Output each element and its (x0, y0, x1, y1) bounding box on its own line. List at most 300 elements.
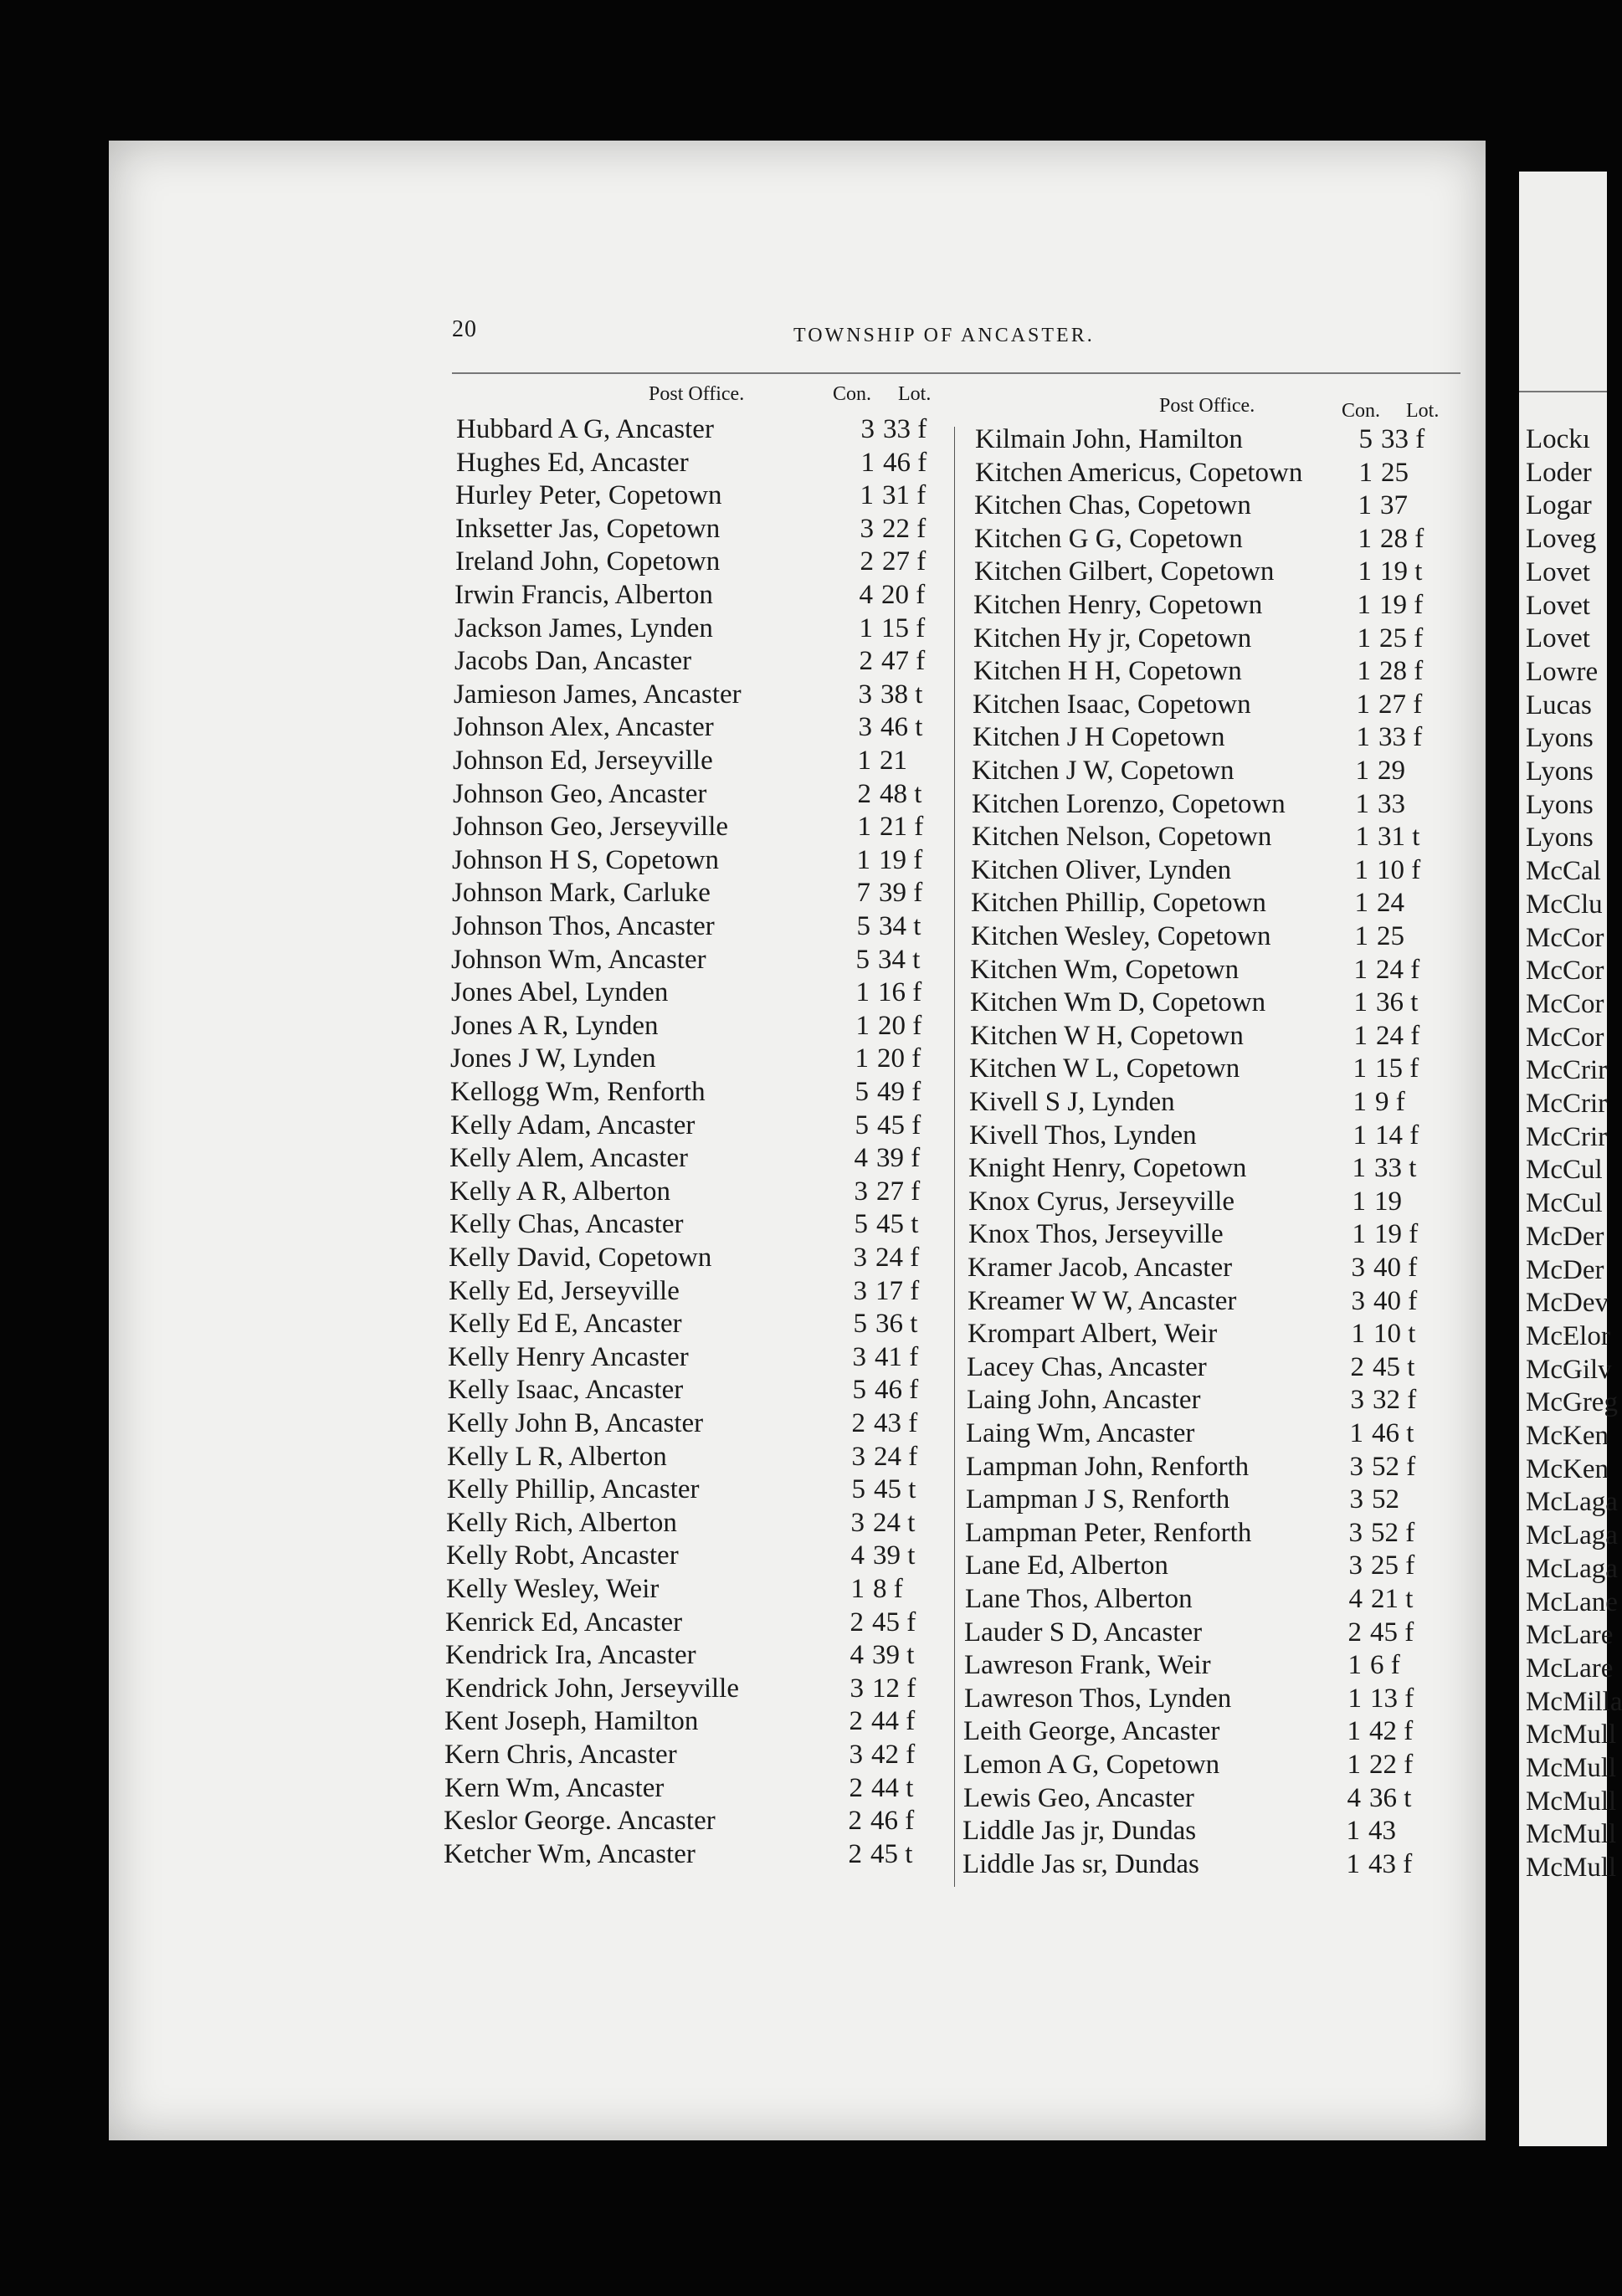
entry-lot: 46 f (875, 1375, 919, 1406)
adjacent-fragment: McMilla (1526, 1686, 1622, 1717)
entry-lot: 19 t (1380, 556, 1423, 587)
entry-lot: 45 t (876, 1209, 919, 1240)
entry-con: 1 (1357, 623, 1371, 653)
entry-con: 1 (855, 977, 870, 1008)
adjacent-fragment: McCul (1526, 1188, 1603, 1219)
entry-name: Kelly Ed, Jerseyville (449, 1275, 680, 1306)
entry-name: Krompart Albert, Weir (968, 1319, 1218, 1350)
entry-lot: 24 f (1376, 1020, 1420, 1051)
adjacent-fragment: McCul (1526, 1155, 1603, 1186)
entry-con: 2 (849, 1772, 863, 1803)
entry-con: 1 (857, 746, 871, 776)
adjacent-fragment: McElor (1526, 1320, 1610, 1351)
entry-con: 1 (860, 447, 875, 478)
entry-con: 5 (855, 1110, 869, 1140)
entry-name: Lampman Peter, Renforth (965, 1517, 1252, 1548)
entry-name: Lawreson Thos, Lynden (964, 1683, 1232, 1714)
entry-con: 4 (1348, 1584, 1363, 1614)
entry-name: Kern Wm, Ancaster (444, 1772, 665, 1803)
entry-con: 4 (850, 1540, 865, 1571)
entry-name: Inksetter Jas, Copetown (455, 513, 721, 544)
adjacent-fragment: McGilv (1526, 1354, 1612, 1385)
entry-con: 2 (848, 1806, 862, 1837)
entry-lot: 28 f (1380, 523, 1424, 554)
entry-con: 2 (848, 1838, 862, 1869)
adjacent-fragment: McLare (1526, 1653, 1614, 1684)
entry-lot: 46 f (870, 1806, 915, 1837)
entry-lot: 25 (1377, 921, 1404, 951)
entry-name: Knox Cyrus, Jerseyville (968, 1186, 1235, 1217)
entry-name: Kitchen Americus, Copetown (975, 457, 1303, 488)
entry-name: Lacey Chas, Ancaster (967, 1351, 1207, 1382)
entry-con: 1 (1358, 556, 1372, 587)
entry-name: Kendrick John, Jerseyville (445, 1673, 739, 1704)
entry-con: 1 (860, 480, 874, 511)
entry-lot: 12 f (872, 1673, 916, 1704)
entry-lot: 20 f (881, 580, 926, 610)
entry-name: Johnson Thos, Ancaster (452, 911, 715, 941)
entry-name: Irwin Francis, Alberton (454, 580, 713, 610)
entry-con: 4 (849, 1640, 864, 1671)
entry-con: 3 (849, 1740, 863, 1770)
entry-con: 1 (1355, 788, 1369, 819)
entry-lot: 19 f (1374, 1219, 1419, 1250)
entry-name: Johnson Geo, Jerseyville (453, 812, 729, 843)
entry-name: Kent Joseph, Hamilton (444, 1706, 699, 1737)
entry-con: 3 (860, 513, 874, 544)
entry-lot: 13 f (1370, 1683, 1414, 1714)
entry-name: Kreamer W W, Ancaster (968, 1285, 1237, 1316)
entry-con: 2 (851, 1408, 865, 1438)
entry-name: Kitchen Wesley, Copetown (971, 921, 1271, 951)
adjacent-fragment: Lovet (1526, 556, 1590, 587)
adjacent-fragment: Lyons (1526, 823, 1594, 853)
entry-lot: 43 f (874, 1408, 918, 1438)
entry-name: Kitchen J H Copetown (973, 722, 1225, 753)
entry-con: 1 (1346, 1816, 1360, 1847)
entry-name: Kitchen Isaac, Copetown (973, 689, 1251, 720)
adjacent-fragment: McMull (1526, 1819, 1617, 1850)
entry-name: Kivell Thos, Lynden (969, 1120, 1197, 1151)
entry-con: 2 (859, 646, 873, 677)
entry-name: Kelly A R, Alberton (449, 1176, 670, 1207)
entry-con: 3 (1349, 1484, 1363, 1515)
entry-name: Jackson James, Lynden (454, 612, 713, 643)
entry-con: 4 (1347, 1782, 1361, 1813)
entry-con: 2 (1347, 1617, 1362, 1648)
entry-con: 1 (1356, 689, 1370, 720)
entry-name: Johnson Mark, Carluke (452, 878, 711, 909)
entry-con: 3 (853, 1243, 867, 1273)
entry-name: Kern Chris, Ancaster (444, 1740, 677, 1770)
entry-name: Kelly Adam, Ancaster (450, 1110, 696, 1140)
entry-lot: 24 f (1376, 954, 1420, 985)
adjacent-fragment: McCor (1526, 1022, 1604, 1053)
entry-con: 1 (857, 812, 871, 843)
entry-con: 3 (860, 414, 875, 444)
entry-con: 2 (1350, 1351, 1364, 1382)
entry-con: 3 (858, 679, 872, 710)
entry-name: Kitchen J W, Copetown (972, 756, 1234, 786)
entry-lot: 28 f (1379, 656, 1424, 687)
entry-con: 1 (1353, 1087, 1367, 1117)
entry-name: Liddle Jas jr, Dundas (962, 1816, 1197, 1847)
entry-lot: 40 f (1373, 1285, 1418, 1316)
entry-lot: 39 f (879, 878, 923, 909)
entry-con: 5 (854, 1209, 868, 1240)
entry-name: Laing John, Ancaster (967, 1385, 1201, 1416)
entry-lot: 37 (1380, 490, 1408, 521)
entry-lot: 52 f (1371, 1517, 1415, 1548)
entry-name: Kitchen Oliver, Lynden (971, 854, 1232, 885)
entry-lot: 33 f (883, 414, 927, 444)
entry-lot: 19 f (879, 844, 923, 875)
entry-con: 3 (1348, 1517, 1363, 1548)
entry-con: 3 (851, 1441, 865, 1472)
entry-lot: 39 f (876, 1143, 921, 1174)
adjacent-fragment: Lyons (1526, 723, 1594, 754)
entry-name: Kelly L R, Alberton (447, 1441, 667, 1472)
entry-lot: 39 t (872, 1640, 915, 1671)
adjacent-fragment: McCor (1526, 956, 1604, 987)
entry-name: Lawreson Frank, Weir (964, 1650, 1211, 1681)
entry-name: Kitchen Hy jr, Copetown (973, 623, 1252, 653)
entry-lot: 45 t (1373, 1351, 1415, 1382)
entry-lot: 15 f (881, 612, 926, 643)
entry-name: Jones J W, Lynden (450, 1043, 656, 1074)
entry-lot: 43 (1368, 1816, 1396, 1847)
entry-lot: 24 f (874, 1441, 918, 1472)
entry-con: 1 (1353, 954, 1368, 985)
entry-lot: 45 t (870, 1838, 913, 1869)
entry-name: Lauder S D, Ancaster (964, 1617, 1203, 1648)
entry-con: 1 (1353, 1020, 1368, 1051)
entry-lot: 14 f (1375, 1120, 1419, 1151)
book-page (109, 141, 1486, 2140)
adjacent-page (1519, 172, 1622, 2146)
adjacent-fragment: McMull (1526, 1753, 1617, 1783)
entry-lot: 47 f (881, 646, 926, 677)
entry-name: Lampman J S, Renforth (966, 1484, 1230, 1515)
entry-name: Kelly Wesley, Weir (446, 1574, 660, 1604)
entry-name: Jamieson James, Ancaster (454, 679, 742, 710)
entry-lot: 39 t (873, 1540, 916, 1571)
entry-lot: 22 f (1369, 1750, 1414, 1780)
entry-name: Kelly Phillip, Ancaster (447, 1474, 700, 1505)
adjacent-fragment: McGreg (1526, 1387, 1618, 1418)
adjacent-fragment: McCrir (1526, 1121, 1608, 1152)
entry-lot: 43 f (1368, 1848, 1413, 1879)
adjacent-fragment: McKen (1526, 1421, 1609, 1451)
entry-lot: 8 f (873, 1574, 903, 1604)
entry-con: 1 (850, 1574, 865, 1604)
entry-con: 7 (856, 878, 870, 909)
entry-lot: 21 f (880, 812, 924, 843)
entry-lot: 33 (1378, 788, 1405, 819)
entry-lot: 36 t (1369, 1782, 1412, 1813)
right-post-office-header: Post Office. (1159, 395, 1255, 417)
entry-lot: 36 t (1376, 987, 1419, 1018)
entry-con: 2 (849, 1706, 863, 1737)
entry-name: Hughes Ed, Ancaster (456, 447, 689, 478)
entry-con: 1 (1353, 1120, 1367, 1151)
entry-con: 1 (1355, 822, 1369, 853)
adjacent-fragment: McMull (1526, 1719, 1617, 1750)
adjacent-fragment: Logar (1526, 490, 1592, 521)
entry-name: Kitchen Phillip, Copetown (971, 888, 1266, 919)
entry-name: Kitchen W L, Copetown (969, 1053, 1240, 1084)
entry-lot: 36 t (875, 1309, 918, 1340)
entry-name: Kelly Chas, Ancaster (449, 1209, 684, 1240)
entry-name: Kilmain John, Hamilton (975, 424, 1243, 454)
entry-lot: 9 f (1375, 1087, 1405, 1117)
entry-lot: 46 t (880, 712, 923, 743)
entry-name: Hubbard A G, Ancaster (456, 414, 714, 444)
entry-con: 4 (854, 1143, 868, 1174)
entry-name: Kitchen H H, Copetown (973, 656, 1242, 687)
entry-lot: 45 f (872, 1607, 916, 1637)
adjacent-fragment: McLaga (1526, 1553, 1618, 1584)
entry-lot: 34 t (879, 911, 921, 941)
entry-con: 3 (854, 1176, 868, 1207)
entry-lot: 42 f (871, 1740, 916, 1770)
entry-lot: 17 f (875, 1275, 920, 1306)
entry-lot: 10 f (1377, 854, 1421, 885)
entry-name: Kitchen Nelson, Copetown (972, 822, 1272, 853)
entry-name: Johnson Alex, Ancaster (454, 712, 714, 743)
entry-name: Kitchen Wm D, Copetown (970, 987, 1266, 1018)
entry-name: Keslor George. Ancaster (444, 1806, 716, 1837)
entry-con: 3 (858, 712, 872, 743)
entry-name: Johnson Ed, Jerseyville (453, 746, 713, 776)
entry-lot: 52 f (1372, 1451, 1416, 1482)
entry-lot: 40 f (1373, 1253, 1418, 1283)
entry-con: 1 (1349, 1418, 1363, 1448)
entry-con: 3 (1348, 1550, 1363, 1581)
entry-lot: 29 (1378, 756, 1405, 786)
entry-con: 1 (1347, 1716, 1361, 1747)
entry-lot: 45 f (1370, 1617, 1414, 1648)
adjacent-fragment: Lovet (1526, 623, 1590, 654)
entry-name: Kitchen Henry, Copetown (973, 590, 1263, 620)
entry-con: 2 (860, 546, 874, 577)
entry-con: 1 (859, 612, 873, 643)
adjacent-fragment: McCor (1526, 988, 1604, 1019)
entry-name: Kitchen Gilbert, Copetown (974, 556, 1275, 587)
entry-con: 3 (850, 1507, 865, 1538)
entry-con: 3 (1350, 1385, 1364, 1416)
entry-name: Jacobs Dan, Ancaster (454, 646, 692, 677)
entry-name: Jones A R, Lynden (451, 1010, 659, 1041)
entry-con: 5 (855, 1077, 869, 1107)
adjacent-fragment: McLane (1526, 1586, 1618, 1617)
page-gutter (1486, 141, 1519, 2140)
entry-name: Ketcher Wm, Ancaster (444, 1838, 696, 1869)
entry-name: Kellogg Wm, Renforth (450, 1077, 706, 1107)
column-divider (954, 427, 955, 1887)
entry-lot: 52 (1372, 1484, 1399, 1515)
entry-name: Lampman John, Renforth (966, 1451, 1250, 1482)
entry-name: Kitchen Wm, Copetown (970, 954, 1240, 985)
entry-name: Lemon A G, Copetown (963, 1750, 1220, 1780)
entry-lot: 21 (880, 746, 907, 776)
entry-name: Ireland John, Copetown (455, 546, 721, 577)
entry-lot: 25 (1381, 457, 1409, 488)
entry-name: Kitchen G G, Copetown (974, 523, 1243, 554)
adjacent-fragment: Lowre (1526, 656, 1599, 687)
entry-lot: 10 t (1373, 1319, 1416, 1350)
entry-con: 1 (1358, 490, 1372, 521)
entry-name: Kitchen Chas, Copetown (974, 490, 1251, 521)
adjacent-fragment: Lyons (1526, 789, 1594, 820)
adjacent-fragment: McLaga (1526, 1487, 1618, 1518)
page-number: 20 (452, 316, 477, 342)
adjacent-fragment: McMull (1526, 1786, 1617, 1817)
entry-con: 1 (1352, 1219, 1366, 1250)
adjacent-fragment: Lyons (1526, 756, 1594, 787)
entry-con: 2 (857, 778, 871, 809)
adjacent-fragment: McCal (1526, 856, 1601, 887)
entry-name: Kelly Robt, Ancaster (446, 1540, 679, 1571)
entry-name: Johnson Wm, Ancaster (451, 944, 706, 975)
header-rule (452, 372, 1460, 374)
entry-con: 1 (1358, 523, 1372, 554)
entry-con: 1 (1355, 756, 1369, 786)
entry-name: Kelly Ed E, Ancaster (449, 1309, 682, 1340)
adjacent-fragment: McDev (1526, 1288, 1609, 1319)
entry-con: 3 (1349, 1451, 1363, 1482)
entry-name: Lewis Geo, Ancaster (963, 1782, 1194, 1813)
entry-con: 5 (852, 1375, 866, 1406)
entry-name: Lane Ed, Alberton (965, 1550, 1168, 1581)
entry-con: 5 (855, 944, 870, 975)
entry-name: Knox Thos, Jerseyville (968, 1219, 1224, 1250)
adjacent-page-rule (1519, 391, 1607, 392)
entry-name: Leith George, Ancaster (963, 1716, 1220, 1747)
entry-lot: 15 f (1375, 1053, 1419, 1084)
entry-lot: 31 t (1378, 822, 1420, 853)
entry-lot: 34 t (878, 944, 921, 975)
entry-con: 1 (855, 1010, 870, 1041)
entry-con: 1 (855, 1043, 869, 1074)
entry-lot: 24 t (873, 1507, 916, 1538)
entry-lot: 45 t (874, 1474, 916, 1505)
entry-con: 1 (1353, 987, 1368, 1018)
entry-lot: 33 f (1381, 424, 1425, 454)
entry-con: 3 (1351, 1285, 1365, 1316)
left-con-header: Con. (833, 383, 872, 405)
entry-lot: 6 f (1370, 1650, 1400, 1681)
entry-lot: 16 f (878, 977, 922, 1008)
entry-lot: 41 f (875, 1341, 919, 1372)
entry-lot: 27 f (876, 1176, 921, 1207)
right-con-header: Con. (1342, 400, 1381, 422)
entry-lot: 44 f (871, 1706, 916, 1737)
entry-name: Lane Thos, Alberton (965, 1584, 1193, 1614)
entry-lot: 22 f (882, 513, 926, 544)
entry-con: 2 (849, 1607, 864, 1637)
entry-name: Kenrick Ed, Ancaster (445, 1607, 683, 1637)
adjacent-fragment: McCrir (1526, 1055, 1608, 1086)
entry-name: Kitchen W H, Copetown (970, 1020, 1244, 1051)
entry-name: Laing Wm, Ancaster (966, 1418, 1195, 1448)
adjacent-fragment: McLare (1526, 1620, 1614, 1651)
right-lot-header: Lot. (1406, 400, 1440, 422)
entry-con: 4 (859, 580, 873, 610)
adjacent-fragment: Loder (1526, 457, 1592, 488)
entry-lot: 42 f (1369, 1716, 1414, 1747)
entry-con: 1 (1347, 1650, 1362, 1681)
entry-name: Knight Henry, Copetown (968, 1153, 1247, 1184)
entry-con: 1 (856, 844, 870, 875)
entry-name: Johnson Geo, Ancaster (453, 778, 707, 809)
entry-lot: 24 f (875, 1243, 920, 1273)
entry-name: Kendrick Ira, Ancaster (445, 1640, 696, 1671)
entry-lot: 33 f (1378, 722, 1423, 753)
entry-lot: 19 (1374, 1186, 1402, 1217)
entry-lot: 46 t (1372, 1418, 1414, 1448)
adjacent-fragment: McMull (1526, 1853, 1617, 1883)
running-title: TOWNSHIP OF ANCASTER. (793, 325, 1095, 346)
entry-con: 1 (1356, 722, 1370, 753)
adjacent-fragment: McLaga (1526, 1520, 1618, 1551)
entry-con: 3 (853, 1275, 867, 1306)
entry-con: 1 (1358, 457, 1373, 488)
entry-con: 3 (849, 1673, 864, 1704)
entry-con: 5 (856, 911, 870, 941)
entry-con: 1 (1357, 656, 1371, 687)
entry-lot: 48 t (880, 778, 922, 809)
entry-name: Kramer Jacob, Ancaster (968, 1253, 1233, 1283)
entry-con: 1 (1351, 1319, 1365, 1350)
entry-name: Johnson H S, Copetown (452, 844, 720, 875)
entry-lot: 32 f (1373, 1385, 1417, 1416)
entry-con: 1 (1347, 1750, 1361, 1780)
left-lot-header: Lot. (898, 383, 932, 405)
entry-con: 1 (1346, 1848, 1360, 1879)
entry-name: Jones Abel, Lynden (451, 977, 669, 1008)
adjacent-fragment: Lockı (1526, 424, 1590, 454)
entry-con: 1 (1352, 1186, 1366, 1217)
entry-lot: 20 f (878, 1010, 922, 1041)
entry-con: 3 (852, 1341, 866, 1372)
adjacent-fragment: Lucas (1526, 689, 1592, 720)
entry-lot: 27 f (882, 546, 926, 577)
adjacent-fragment: Lovet (1526, 590, 1590, 621)
entry-name: Kivell S J, Lynden (969, 1087, 1175, 1117)
entry-lot: 27 f (1378, 689, 1423, 720)
entry-lot: 49 f (877, 1077, 921, 1107)
entry-con: 1 (1354, 921, 1368, 951)
entry-con: 5 (1358, 424, 1373, 454)
entry-lot: 38 t (880, 679, 923, 710)
entry-lot: 25 f (1379, 623, 1424, 653)
entry-con: 1 (1347, 1683, 1362, 1714)
adjacent-fragment: McDer (1526, 1254, 1604, 1285)
adjacent-fragment: McKen (1526, 1453, 1609, 1484)
entry-name: Liddle Jas sr, Dundas (962, 1848, 1199, 1879)
entry-name: Kitchen Lorenzo, Copetown (972, 788, 1286, 819)
entry-name: Kelly Rich, Alberton (446, 1507, 677, 1538)
adjacent-fragment: McCor (1526, 922, 1604, 953)
entry-name: Kelly Henry Ancaster (448, 1341, 689, 1372)
adjacent-fragment: Loveg (1526, 524, 1597, 555)
adjacent-fragment: McDer (1526, 1221, 1604, 1252)
entry-con: 1 (1352, 1153, 1366, 1184)
entry-name: Kelly Isaac, Ancaster (448, 1375, 684, 1406)
entry-lot: 31 f (882, 480, 926, 511)
entry-con: 1 (1353, 1053, 1367, 1084)
